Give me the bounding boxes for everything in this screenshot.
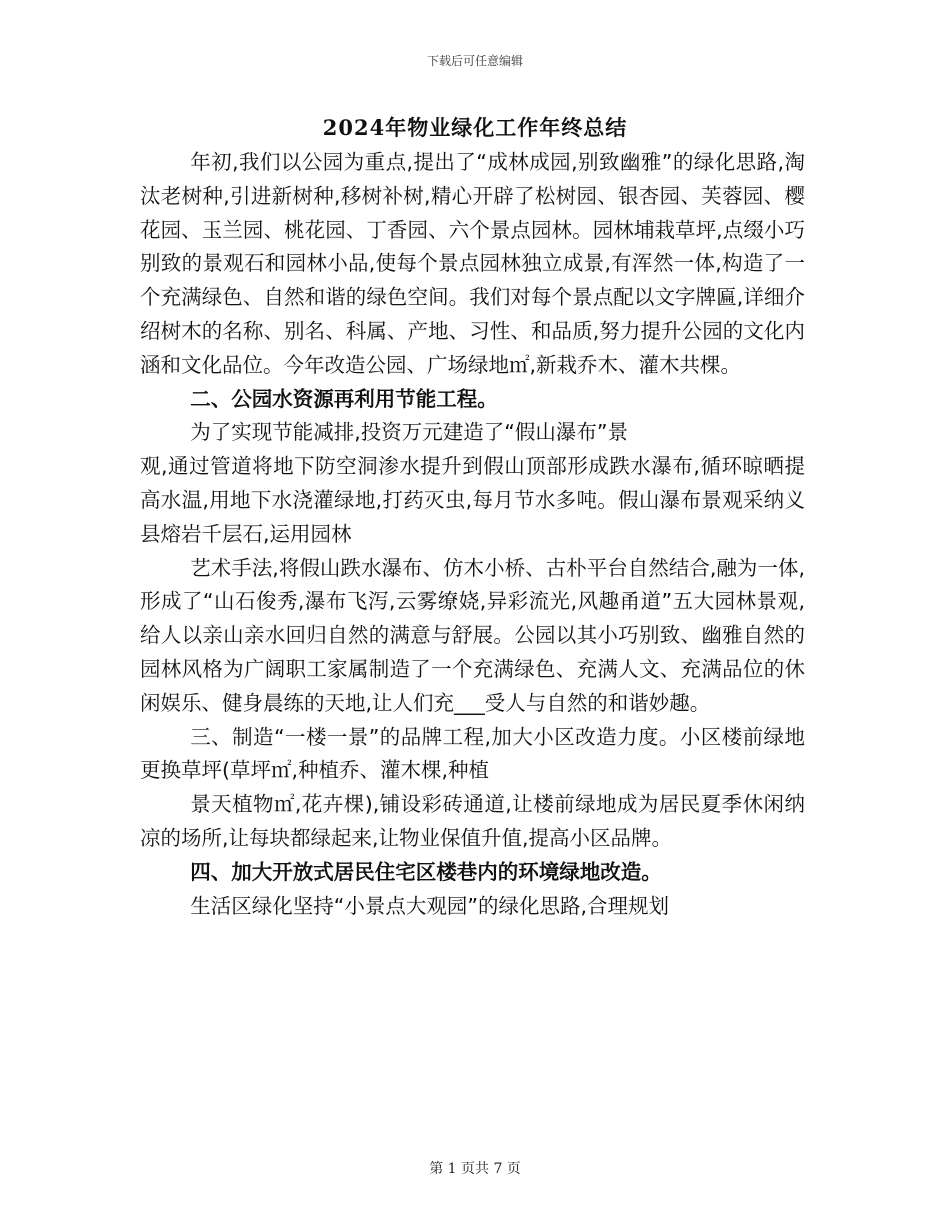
paragraph-water-3: 艺术手法,将假山跌水瀑布、仿木小桥、古朴平台自然结合,融为一体,形成了“山石俊秀,瀑布飞泻,云雾缭娆,异彩流光,风趣甬道”五大园林景观,给人以亲山亲水回归自然的满意与舒展。公园以其小巧别致、幽雅自然的园林风格为广阔职工家属制造了一个充满绿色、充满人文、充满品位的休闲娱乐、健身晨练的天地,让人们充___受人与自然的和谐妙趣。 bbox=[140, 555, 805, 715]
paragraph-water-2: 观,通过管道将地下防空洞渗水提升到假山顶部形成跌水瀑布,循环晾晒提高水温,用地下水浇灌绿地,打药灭虫,每月节水多吨。假山瀑布景观采纳义县熔岩千层石,运用园林 bbox=[140, 454, 805, 546]
paragraph-water-1: 为了实现节能减排,投资万元建造了“假山瀑布”景 bbox=[190, 420, 628, 445]
paragraph-section-3-cont: 景天植物㎡,花卉棵),铺设彩砖通道,让楼前绿地成为居民夏季休闲纳凉的场所,让每块都绿起来,让物业保值升值,提高小区品牌。 bbox=[140, 792, 805, 850]
document-body bbox=[140, 146, 805, 923]
page-number: 第 1 页共 7 页 bbox=[429, 1161, 521, 1177]
paragraph-section-4: 生活区绿化坚持“小景点大观园”的绿化思路,合理规划 bbox=[190, 893, 669, 918]
paragraph-intro: 年初,我们以公园为重点,提出了“成林成园,别致幽雅”的绿化思路,淘汰老树种,引进新树种,移树补树,精心开辟了松树园、银杏园、芙蓉园、樱花园、玉兰园、桃花园、丁香园、六个景点园林。园林埔栽草坪,点缀小巧别致的景观石和园林小品,使每个景点园林独立成景,有浑然一体,构造了一个充满绿色、自然和谐的绿色空间。我们对每个景点配以文字牌匾,详细介绍树木的名称、别名、科属、产地、习性、和品质,努力提升公园的文化内涵和文化品位。今年改造公园、广场绿地㎡,新栽乔木、灌木共棵。 bbox=[140, 150, 805, 377]
section-heading-2: 二、公园水资源再利用节能工程。 bbox=[190, 386, 498, 411]
page-title: 2024年物业绿化工作年终总结 bbox=[322, 115, 628, 140]
section-heading-4: 四、加大开放式居民住宅区楼巷内的环境绿地改造。 bbox=[190, 859, 662, 884]
download-note: 下载后可任意编辑 bbox=[426, 54, 523, 68]
section-3-paragraph: 三、制造“一楼一景”的品牌工程,加大小区改造力度。小区楼前绿地更换草坪(草坪㎡,种植乔、灌木棵,种植 bbox=[140, 724, 805, 783]
